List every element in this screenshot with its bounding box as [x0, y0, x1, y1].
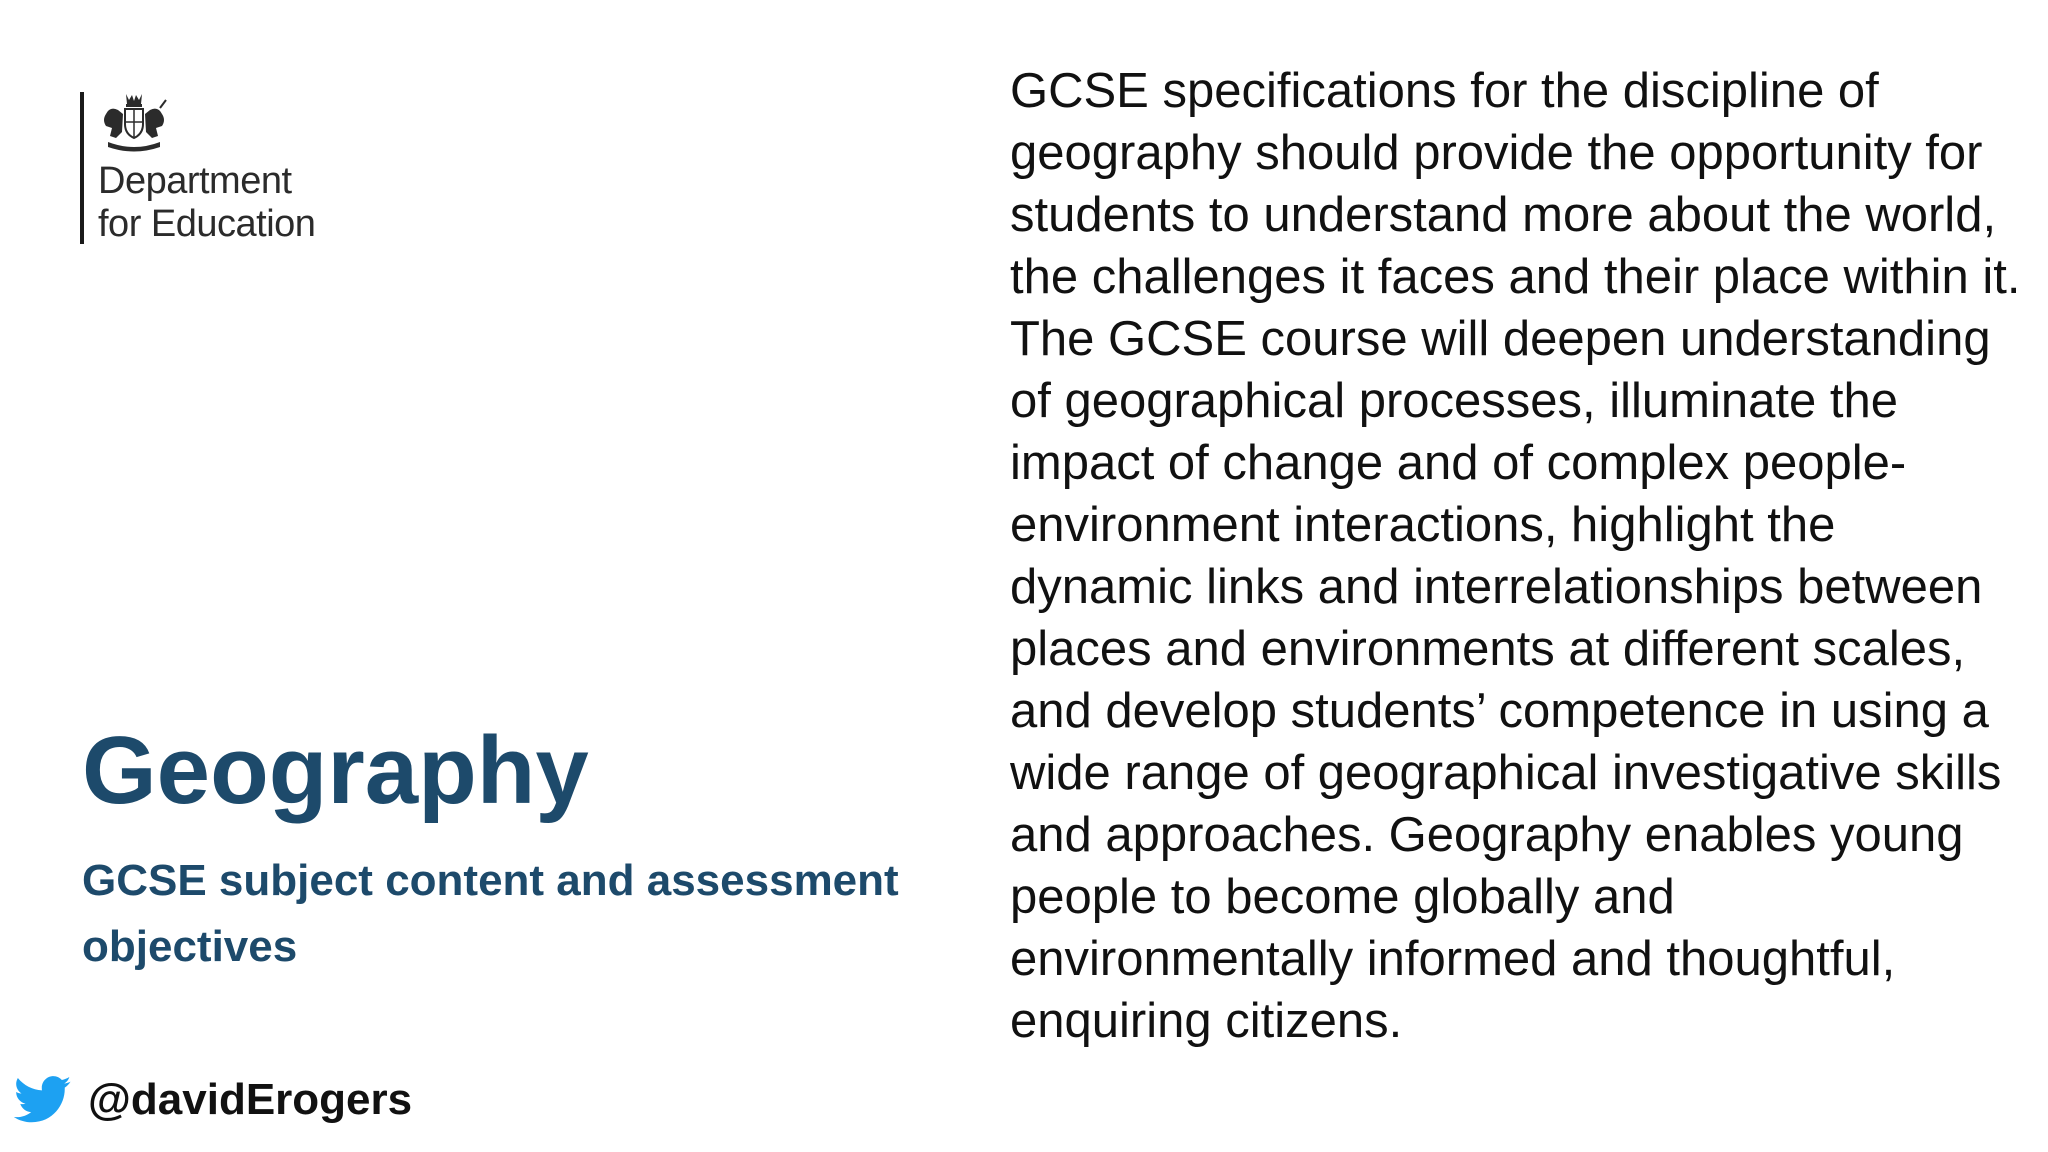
logo-rule — [80, 92, 84, 244]
dfe-wordmark — [98, 160, 315, 246]
twitter-credit — [14, 1070, 412, 1130]
dfe-line-1: Department — [98, 160, 292, 202]
dfe-line-2: for Education — [98, 203, 316, 245]
document-title: Geography — [82, 717, 589, 824]
dfe-logo — [80, 92, 330, 244]
twitter-handle: @davidErogers — [88, 1075, 413, 1124]
twitter-bird-icon — [14, 1075, 72, 1125]
document-subtitle: GCSE subject content and assessment objectives — [82, 856, 899, 971]
body-quote: GCSE specifications for the discipline of geography should provide the opportunity for students to understand more about the world, the challenges it faces and their place within it. The GCSE course will deepen understanding of geographical processes, illuminate the impact of change and of complex people-environment interactions, highlight the dynamic links and interrelationships between places and environments at different scales, and develop students’ competence in using a wide range of geographical investigative skills and approaches. Geography enables young people to become globally and environmentally informed and thoughtful, enquiring citizens. — [1010, 64, 2021, 1048]
royal-crest-icon — [98, 92, 170, 154]
